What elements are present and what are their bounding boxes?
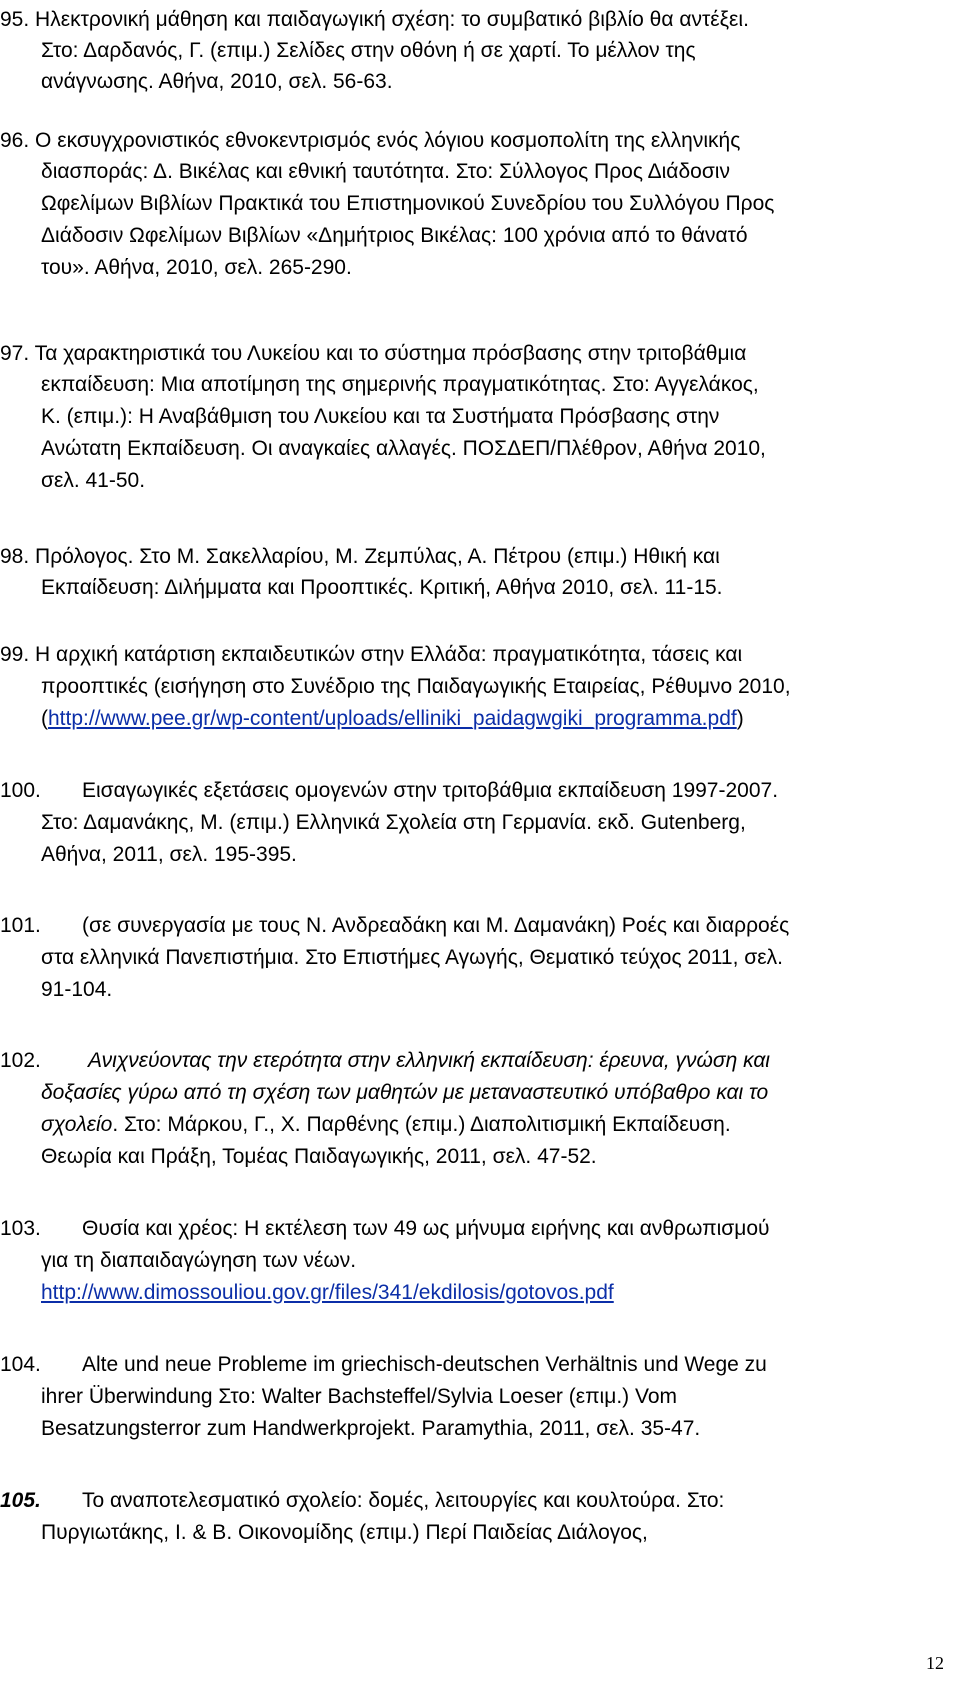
reference-text-line: . Στο: Μάρκου, Γ., Χ. Παρθένης (επιμ.) Διαπολιτισμική Εκπαίδευση. [112,1113,731,1136]
reference-number: 100. [0,779,41,802]
reference-text-line: Εκπαίδευση: Διλήμματα και Προοπτικές. Κριτική, Αθήνα 2010, σελ. 11-15. [41,576,723,599]
reference-text-line: διασποράς: Δ. Βικέλας και εθνική ταυτότητα. Στο: Σύλλογος Προς Διάδοσιν [41,160,730,183]
reference-text-line: Διάδοσιν Ωφελίμων Βιβλίων «Δημήτριος Βικέλας: 100 χρόνια από το θάνατό [41,224,748,247]
reference-number: 97. [0,342,30,365]
reference-link[interactable]: http://www.pee.gr/wp-content/uploads/elliniki_paidagwgiki_programma.pdf [48,707,737,730]
reference-title-italic: δοξασίες γύρω από τη σχέση των μαθητών με μεταναστευτικό υπόβαθρο και το [41,1081,769,1104]
reference-text-line: Θυσία και χρέος: Η εκτέλεση των 49 ως μήνυμα ειρήνης και ανθρωπισμού [82,1217,770,1240]
reference-number: 103. [0,1217,41,1240]
paren-close: ) [736,707,744,730]
reference-number: 104. [0,1353,41,1376]
reference-number: 105. [0,1489,41,1512]
reference-text-line: Alte und neue Probleme im griechisch-deutschen Verhältnis und Wege zu [82,1353,767,1376]
reference-text-line: του». Αθήνα, 2010, σελ. 265-290. [41,256,352,279]
reference-number: 98. [0,545,30,568]
reference-text-line: Το αναποτελεσματικό σχολείο: δομές, λειτουργίες και κουλτούρα. Στο: [82,1489,725,1512]
reference-text-line: Εισαγωγικές εξετάσεις ομογενών στην τριτοβάθμια εκπαίδευση 1997-2007. [82,779,779,802]
reference-text-line: Κ. (επιμ.): Η Αναβάθμιση του Λυκείου και τα Συστήματα Πρόσβασης στην [41,405,720,428]
page-number: 12 [926,1653,944,1673]
reference-text-line: προοπτικές (εισήγηση στο Συνέδριο της Παιδαγωγικής Εταιρείας, Ρέθυμνο 2010, [41,675,791,698]
reference-text-line: Θεωρία και Πράξη, Τομέας Παιδαγωγικής, 2011, σελ. 47-52. [41,1145,597,1168]
reference-text-line: 91-104. [41,978,113,1001]
reference-text-line: (σε συνεργασία με τους Ν. Ανδρεαδάκη και Μ. Δαμανάκη) Ροές και διαρροές [82,914,790,937]
reference-text-line: Ανώτατη Εκπαίδευση. Οι αναγκαίες αλλαγές. ΠΟΣΔΕΠ/Πλέθρον, Αθήνα 2010, [41,437,766,460]
reference-number: 102. [0,1049,41,1072]
reference-text-line: Στο: Δαμανάκης, Μ. (επιμ.) Ελληνικά Σχολεία στη Γερμανία. εκδ. Gutenberg, [41,811,746,834]
reference-title-italic: σχολείο [41,1113,113,1136]
reference-text-line: εκπαίδευση: Μια αποτίμηση της σημερινής πραγματικότητας. Στο: Αγγελάκος, [41,373,759,396]
reference-text-line: Πυργιωτάκης, Ι. & Β. Οικονομίδης (επιμ.) Περί Παιδείας Διάλογος, [41,1521,648,1544]
reference-text-line: Πρόλογος. Στο Μ. Σακελλαρίου, Μ. Ζεμπύλας, Α. Πέτρου (επιμ.) Ηθική και [35,545,720,568]
reference-number: 101. [0,914,41,937]
reference-text-line: σελ. 41-50. [41,469,146,492]
reference-number: 95. [0,8,30,31]
reference-text-line: για τη διαπαιδαγώγηση των νέων. [41,1249,357,1272]
reference-title-italic: Ανιχνεύοντας την ετερότητα στην ελληνική εκπαίδευση: έρευνα, γνώση και [88,1049,770,1072]
reference-number: 96. [0,129,30,152]
reference-text-line: Ωφελίμων Βιβλίων Πρακτικά του Επιστημονικού Συνεδρίου του Συλλόγου Προς [41,192,775,215]
reference-text-line: Τα χαρακτηριστικά του Λυκείου και το σύστημα πρόσβασης στην τριτοβάθμια [34,342,747,365]
paren-open: ( [41,707,48,730]
reference-link[interactable]: http://www.dimossouliou.gov.gr/files/341/ekdilosis/gotovos.pdf [41,1281,614,1304]
reference-text-line: Besatzungsterror zum Handwerkprojekt. Paramythia, 2011, σελ. 35-47. [41,1417,701,1440]
reference-text-line: Ο εκσυγχρονιστικός εθνοκεντρισμός ενός λόγιου κοσμοπολίτη της ελληνικής [35,129,741,152]
reference-number: 99. [0,643,30,666]
reference-text-line: στα ελληνικά Πανεπιστήμια. Στο Επιστήμες Αγωγής, Θεματικό τεύχος 2011, σελ. [41,946,783,969]
reference-text-line: ihrer Überwindung Στο: Walter Bachsteffel/Sylvia Loeser (επιμ.) Vom [41,1385,678,1408]
reference-text-line: ανάγνωσης. Αθήνα, 2010, σελ. 56-63. [41,70,393,93]
reference-text-line: Ηλεκτρονική μάθηση και παιδαγωγική σχέση: το συμβατικό βιβλίο θα αντέξει. [35,8,749,31]
reference-text-line: Η αρχική κατάρτιση εκπαιδευτικών στην Ελλάδα: πραγματικότητα, τάσεις και [35,643,743,666]
reference-text-line: Στο: Δαρδανός, Γ. (επιμ.) Σελίδες στην οθόνη ή σε χαρτί. Το μέλλον της [41,39,696,62]
reference-text-line: Αθήνα, 2011, σελ. 195-395. [41,843,297,866]
